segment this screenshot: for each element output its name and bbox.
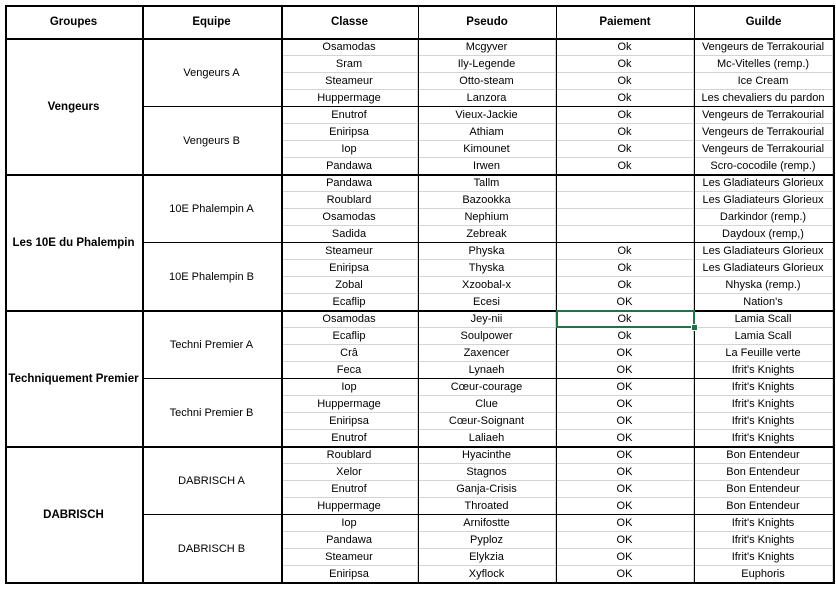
header-border-bottom: [5, 38, 834, 40]
guilde-cell[interactable]: Ifrit's Knights: [694, 515, 833, 532]
pseudo-cell[interactable]: Arnifostte: [418, 515, 556, 532]
classe-cell[interactable]: Osamodas: [281, 311, 418, 328]
guilde-cell[interactable]: Euphoris: [694, 566, 833, 583]
paiement-cell[interactable]: Ok: [556, 124, 694, 141]
team-cell[interactable]: DABRISCH A: [178, 475, 245, 487]
classe-cell[interactable]: Zobal: [281, 277, 418, 294]
paiement-cell[interactable]: Ok: [556, 260, 694, 277]
paiement-cell[interactable]: Ok: [556, 73, 694, 90]
classe-cell[interactable]: Osamodas: [281, 39, 418, 56]
paiement-cell[interactable]: Ok: [556, 277, 694, 294]
paiement-cell[interactable]: Ok: [556, 107, 694, 124]
header-column-border: [556, 5, 557, 39]
group-cell[interactable]: Vengeurs: [47, 101, 100, 113]
column-border: [5, 5, 7, 584]
column-border: [281, 5, 283, 584]
paiement-cell[interactable]: OK: [556, 362, 694, 379]
pseudo-cell[interactable]: Laliaeh: [418, 430, 556, 447]
team-cell[interactable]: 10E Phalempin A: [169, 203, 254, 215]
header-column-border: [694, 5, 695, 39]
guilde-cell[interactable]: Lamia Scall: [694, 328, 833, 345]
pseudo-cell[interactable]: Bazookka: [418, 192, 556, 209]
pseudo-cell[interactable]: Otto-steam: [418, 73, 556, 90]
classe-cell[interactable]: Steameur: [281, 243, 418, 260]
pseudo-cell[interactable]: Stagnos: [418, 464, 556, 481]
selected-cell-outline[interactable]: [556, 310, 695, 328]
column-border: [833, 5, 835, 584]
guilde-cell[interactable]: Scro-cocodile (remp.): [694, 158, 833, 175]
paiement-cell[interactable]: OK: [556, 379, 694, 396]
paiement-cell[interactable]: OK: [556, 481, 694, 498]
paiement-cell[interactable]: Ok: [556, 243, 694, 260]
pseudo-cell[interactable]: Hyacinthe: [418, 447, 556, 464]
guilde-cell[interactable]: Les Gladiateurs Glorieux: [694, 175, 833, 192]
guilde-cell[interactable]: Bon Entendeur: [694, 498, 833, 515]
classe-cell[interactable]: Ecaflip: [281, 294, 418, 311]
pseudo-cell[interactable]: Zebreak: [418, 226, 556, 243]
guilde-cell[interactable]: Les Gladiateurs Glorieux: [694, 243, 833, 260]
pseudo-cell[interactable]: Zaxencer: [418, 345, 556, 362]
fill-handle[interactable]: [691, 324, 698, 331]
paiement-cell[interactable]: OK: [556, 430, 694, 447]
paiement-cell[interactable]: Ok: [556, 328, 694, 345]
guilde-cell[interactable]: Mc-Vitelles (remp.): [694, 56, 833, 73]
pseudo-cell[interactable]: Nephium: [418, 209, 556, 226]
guilde-cell[interactable]: Bon Entendeur: [694, 447, 833, 464]
paiement-cell[interactable]: OK: [556, 345, 694, 362]
team-cell[interactable]: Techni Premier A: [169, 339, 254, 351]
header-equipe[interactable]: Equipe: [192, 16, 231, 28]
classe-cell[interactable]: Feca: [281, 362, 418, 379]
pseudo-cell[interactable]: Jey-nii: [418, 311, 556, 328]
classe-cell[interactable]: Xelor: [281, 464, 418, 481]
paiement-cell[interactable]: OK: [556, 532, 694, 549]
header-paiement[interactable]: Paiement: [599, 16, 651, 28]
pseudo-cell[interactable]: Cœur-courage: [418, 379, 556, 396]
pseudo-cell[interactable]: Vieux-Jackie: [418, 107, 556, 124]
classe-cell[interactable]: Roublard: [281, 192, 418, 209]
paiement-cell[interactable]: OK: [556, 294, 694, 311]
pseudo-cell[interactable]: Ily-Legende: [418, 56, 556, 73]
group-border: [5, 446, 834, 448]
pseudo-cell[interactable]: Xzoobal-x: [418, 277, 556, 294]
guilde-cell[interactable]: Ifrit's Knights: [694, 532, 833, 549]
guilde-cell[interactable]: Bon Entendeur: [694, 464, 833, 481]
classe-cell[interactable]: Osamodas: [281, 209, 418, 226]
classe-cell[interactable]: Eniripsa: [281, 413, 418, 430]
column-border: [142, 5, 144, 584]
guilde-cell[interactable]: Vengeurs de Terrakourial: [694, 107, 833, 124]
classe-cell[interactable]: Huppermage: [281, 498, 418, 515]
classe-cell[interactable]: Eniripsa: [281, 566, 418, 583]
group-cell[interactable]: Les 10E du Phalempin: [12, 237, 135, 249]
header-classe[interactable]: Classe: [330, 16, 369, 28]
guilde-cell[interactable]: Daydoux (remp,): [694, 226, 833, 243]
guilde-cell[interactable]: Vengeurs de Terrakourial: [694, 141, 833, 158]
table-border-top: [5, 5, 834, 7]
classe-cell[interactable]: Eniripsa: [281, 124, 418, 141]
pseudo-cell[interactable]: Clue: [418, 396, 556, 413]
guilde-cell[interactable]: Ifrit's Knights: [694, 413, 833, 430]
team-cell[interactable]: Techni Premier B: [169, 407, 254, 419]
pseudo-cell[interactable]: Xyflock: [418, 566, 556, 583]
pseudo-cell[interactable]: Soulpower: [418, 328, 556, 345]
guilde-cell[interactable]: Ifrit's Knights: [694, 430, 833, 447]
guilde-cell[interactable]: Ifrit's Knights: [694, 396, 833, 413]
guilde-cell[interactable]: Les chevaliers du pardon: [694, 90, 833, 107]
header-pseudo[interactable]: Pseudo: [466, 16, 508, 28]
guilde-cell[interactable]: Vengeurs de Terrakourial: [694, 124, 833, 141]
paiement-cell[interactable]: Ok: [556, 56, 694, 73]
guilde-cell[interactable]: Les Gladiateurs Glorieux: [694, 192, 833, 209]
pseudo-cell[interactable]: Elykzia: [418, 549, 556, 566]
pseudo-cell[interactable]: Athiam: [418, 124, 556, 141]
pseudo-cell[interactable]: Pyploz: [418, 532, 556, 549]
pseudo-cell[interactable]: Irwen: [418, 158, 556, 175]
paiement-cell[interactable]: OK: [556, 566, 694, 583]
classe-cell[interactable]: Pandawa: [281, 175, 418, 192]
pseudo-cell[interactable]: Ecesi: [418, 294, 556, 311]
team-cell[interactable]: DABRISCH B: [177, 543, 246, 555]
guilde-cell[interactable]: Darkindor (remp.): [694, 209, 833, 226]
group-border: [5, 310, 834, 312]
pseudo-cell[interactable]: Tallm: [418, 175, 556, 192]
classe-cell[interactable]: Enutrof: [281, 430, 418, 447]
paiement-cell[interactable]: [556, 209, 694, 226]
guilde-cell[interactable]: Les Gladiateurs Glorieux: [694, 260, 833, 277]
table-border-bottom: [5, 582, 834, 584]
classe-cell[interactable]: Pandawa: [281, 532, 418, 549]
team-cell[interactable]: 10E Phalempin B: [169, 271, 254, 283]
pseudo-cell[interactable]: Lanzora: [418, 90, 556, 107]
classe-cell[interactable]: Enutrof: [281, 107, 418, 124]
paiement-cell[interactable]: OK: [556, 464, 694, 481]
guilde-cell[interactable]: Ifrit's Knights: [694, 379, 833, 396]
guilde-cell[interactable]: Ifrit's Knights: [694, 362, 833, 379]
guilde-cell[interactable]: Lamia Scall: [694, 311, 833, 328]
paiement-cell[interactable]: Ok: [556, 158, 694, 175]
team-cell[interactable]: Vengeurs A: [183, 67, 240, 79]
classe-cell[interactable]: Huppermage: [281, 90, 418, 107]
paiement-cell[interactable]: OK: [556, 549, 694, 566]
paiement-cell[interactable]: OK: [556, 413, 694, 430]
paiement-cell[interactable]: OK: [556, 515, 694, 532]
classe-cell[interactable]: Iop: [281, 515, 418, 532]
classe-cell[interactable]: Sadida: [281, 226, 418, 243]
paiement-cell[interactable]: OK: [556, 396, 694, 413]
paiement-cell[interactable]: Ok: [556, 141, 694, 158]
classe-cell[interactable]: Enutrof: [281, 481, 418, 498]
guilde-cell[interactable]: Ifrit's Knights: [694, 549, 833, 566]
paiement-cell[interactable]: [556, 192, 694, 209]
pseudo-cell[interactable]: Kimounet: [418, 141, 556, 158]
paiement-cell[interactable]: [556, 175, 694, 192]
classe-cell[interactable]: Steameur: [281, 549, 418, 566]
classe-cell[interactable]: Steameur: [281, 73, 418, 90]
classe-cell[interactable]: Crâ: [281, 345, 418, 362]
paiement-cell[interactable]: [556, 226, 694, 243]
group-cell[interactable]: Techniquement Premier: [8, 373, 139, 385]
pseudo-cell[interactable]: Ganja-Crisis: [418, 481, 556, 498]
header-guilde[interactable]: Guilde: [745, 16, 782, 28]
guilde-cell[interactable]: Vengeurs de Terrakourial: [694, 39, 833, 56]
pseudo-cell[interactable]: Physka: [418, 243, 556, 260]
paiement-cell[interactable]: OK: [556, 447, 694, 464]
guilde-cell[interactable]: Ice Cream: [694, 73, 833, 90]
classe-cell[interactable]: Sram: [281, 56, 418, 73]
guilde-cell[interactable]: La Feuille verte: [694, 345, 833, 362]
pseudo-cell[interactable]: Mcgyver: [418, 39, 556, 56]
pseudo-cell[interactable]: Throated: [418, 498, 556, 515]
team-cell[interactable]: Vengeurs B: [183, 135, 240, 147]
paiement-cell[interactable]: Ok: [556, 39, 694, 56]
header-column-border: [418, 5, 419, 39]
guilde-cell[interactable]: Bon Entendeur: [694, 481, 833, 498]
guilde-cell[interactable]: Nhyska (remp.): [694, 277, 833, 294]
paiement-cell[interactable]: OK: [556, 498, 694, 515]
classe-cell[interactable]: Iop: [281, 379, 418, 396]
pseudo-cell[interactable]: Thyska: [418, 260, 556, 277]
pseudo-cell[interactable]: Cœur-Soignant: [418, 413, 556, 430]
classe-cell[interactable]: Pandawa: [281, 158, 418, 175]
group-cell[interactable]: DABRISCH: [43, 509, 104, 521]
paiement-cell[interactable]: Ok: [556, 90, 694, 107]
classe-cell[interactable]: Eniripsa: [281, 260, 418, 277]
paiement-cell[interactable]: Ok: [556, 311, 694, 328]
column-border: [418, 39, 419, 583]
group-border: [5, 174, 834, 176]
classe-cell[interactable]: Iop: [281, 141, 418, 158]
guilde-cell[interactable]: Nation's: [694, 294, 833, 311]
classe-cell[interactable]: Ecaflip: [281, 328, 418, 345]
pseudo-cell[interactable]: Lynaeh: [418, 362, 556, 379]
classe-cell[interactable]: Roublard: [281, 447, 418, 464]
classe-cell[interactable]: Huppermage: [281, 396, 418, 413]
header-groupes[interactable]: Groupes: [49, 16, 98, 28]
